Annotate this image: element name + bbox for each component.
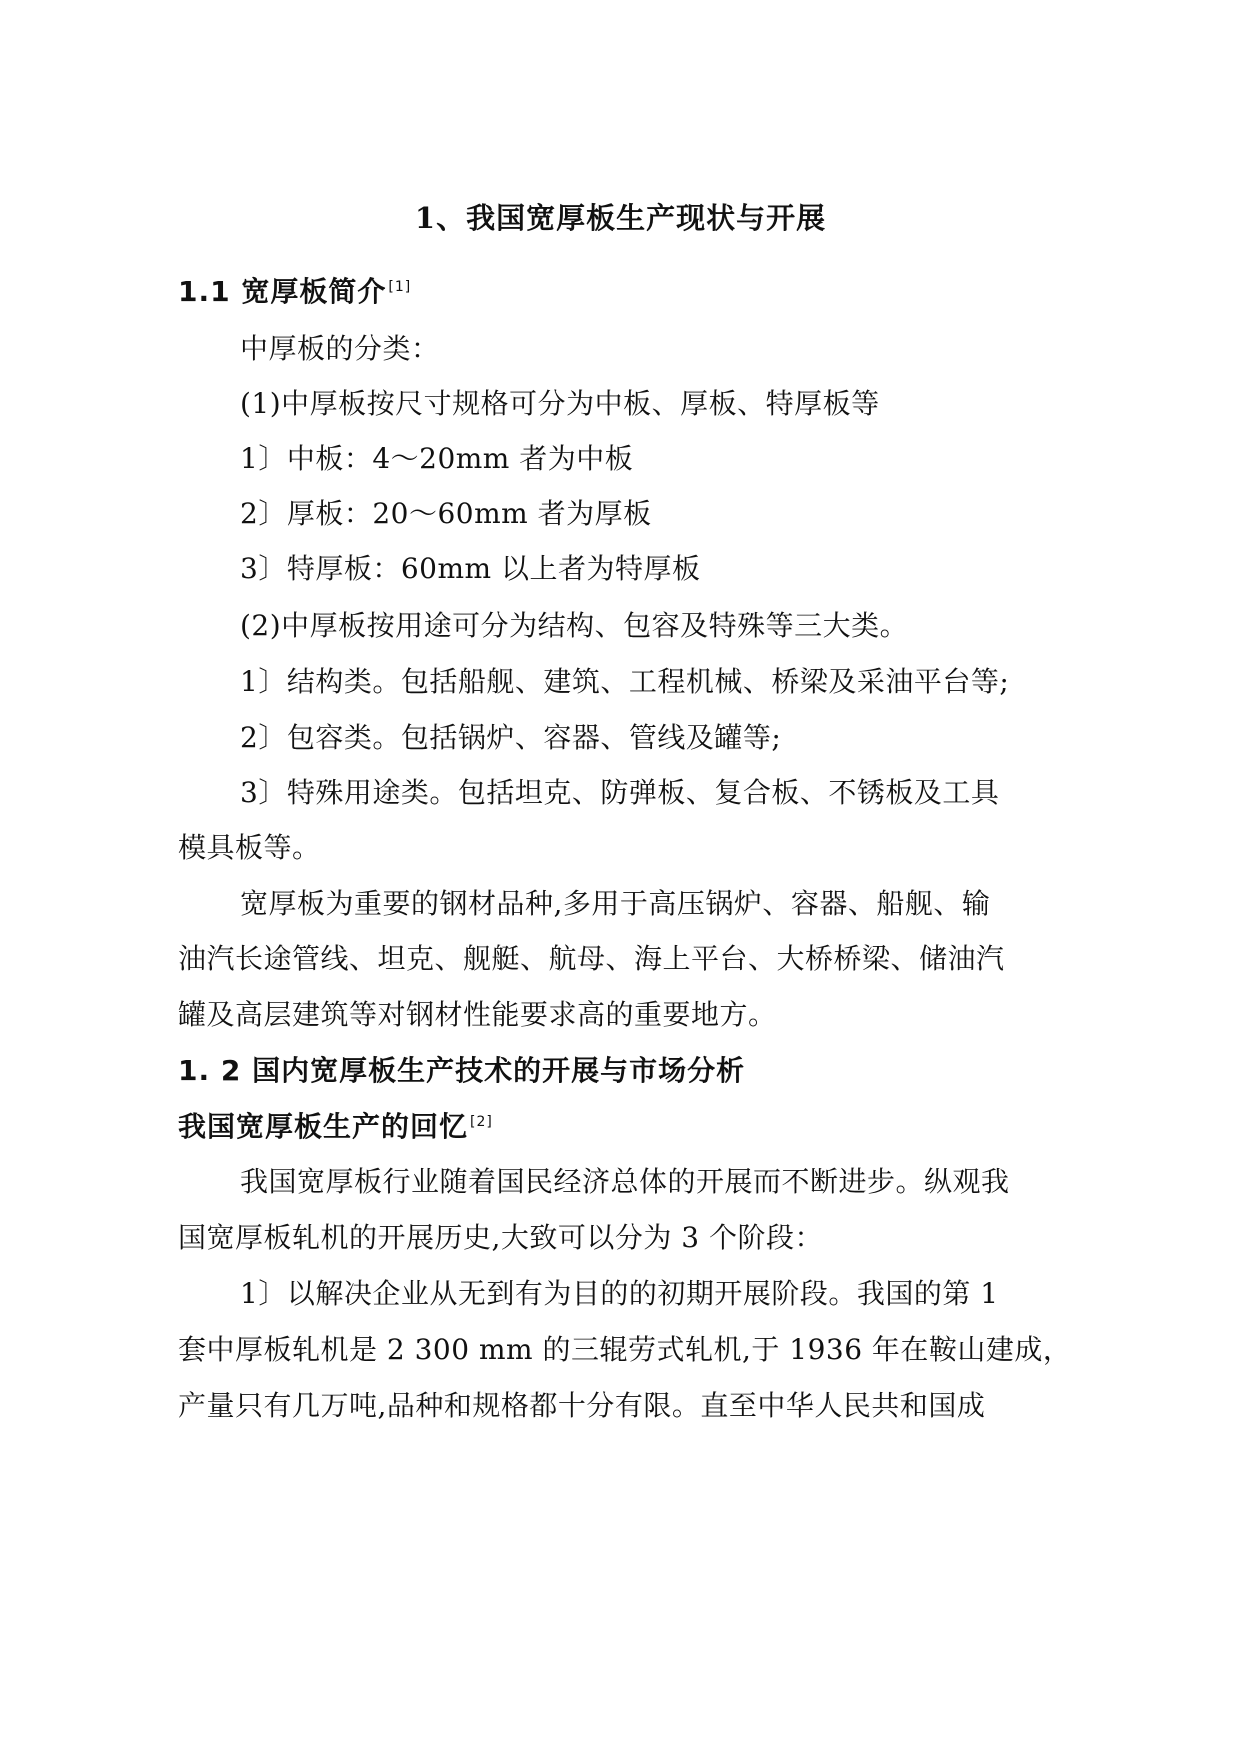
body-line: 国宽厚板轧机的开展历史,大致可以分为 3 个阶段： <box>178 1221 824 1254</box>
section-1-1-heading <box>178 270 411 310</box>
body-line: 油汽长途管线、坦克、舰艇、航母、海上平台、大桥桥梁、储油汽 <box>178 942 1005 975</box>
section-1-2-heading: 1. 2 国内宽厚板生产技术的开展与市场分析 <box>178 1054 746 1087</box>
body-line: 1〕结构类。包括船舰、建筑、工程机械、桥梁及采油平台等; <box>240 665 1010 698</box>
body-line: 宽厚板为重要的钢材品种,多用于高压锅炉、容器、船舰、输 <box>240 887 991 920</box>
body-line: (1)中厚板按尺寸规格可分为中板、厚板、特厚板等 <box>240 387 880 420</box>
subheading-text: 我国宽厚板生产的回忆 <box>178 1110 469 1143</box>
reference-mark: [1] <box>388 278 412 295</box>
body-line: 3〕特殊用途类。包括坦克、防弹板、复合板、不锈板及工具 <box>240 776 1000 809</box>
body-line: 套中厚板轧机是 2 300 mm 的三辊劳式轧机,于 1936 年在鞍山建成， <box>178 1333 1072 1366</box>
reference-mark: [2] <box>470 1113 493 1130</box>
subheading <box>178 1105 493 1145</box>
body-line: 模具板等。 <box>178 831 321 864</box>
section-1-1-heading-text: 1.1 宽厚板简介 <box>178 275 387 308</box>
body-line: 我国宽厚板行业随着国民经济总体的开展而不断进步。纵观我 <box>240 1165 1010 1198</box>
body-line: 2〕厚板：20～60mm 者为厚板 <box>240 497 652 530</box>
body-line: 1〕中板：4～20mm 者为中板 <box>240 442 634 475</box>
body-line: 产量只有几万吨,品种和规格都十分有限。直至中华人民共和国成 <box>178 1389 986 1422</box>
body-line: (2)中厚板按用途可分为结构、包容及特殊等三大类。 <box>240 609 909 642</box>
body-line: 罐及高层建筑等对钢材性能要求高的重要地方。 <box>178 998 777 1031</box>
body-line: 2〕包容类。包括锅炉、容器、管线及罐等; <box>240 721 782 754</box>
document-title: 1、我国宽厚板生产现状与开展 <box>414 201 827 235</box>
body-line: 中厚板的分类： <box>240 332 440 365</box>
body-line: 1〕以解决企业从无到有为目的的初期开展阶段。我国的第 1 <box>240 1277 999 1310</box>
body-line: 3〕特厚板：60mm 以上者为特厚板 <box>240 552 701 585</box>
